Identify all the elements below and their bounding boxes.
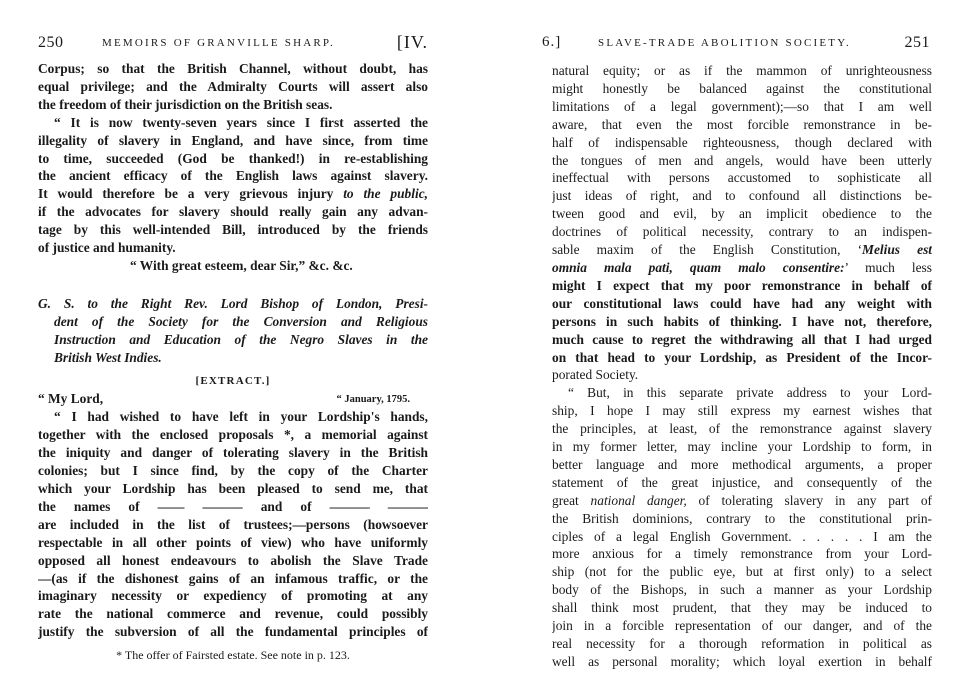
- left-body-text: [38, 60, 428, 641]
- section-marker: [IV.: [396, 32, 428, 52]
- right-page: [490, 0, 980, 700]
- text-line: of justice and humanity.: [38, 240, 176, 256]
- text-line: the iniquity and danger of tolerating slavery in the British: [38, 445, 428, 461]
- section-marker: 6.]: [542, 34, 562, 50]
- text-line: tage by this well-intended Bill, introduced by the friends: [38, 222, 428, 238]
- right-body-text: [552, 62, 932, 671]
- text-line: better language and more methodical arguments, a proper: [552, 456, 932, 472]
- text-line: which your Lordship has been pleased to send me, that: [38, 481, 428, 497]
- heading-line: British West Indies.: [54, 349, 162, 365]
- text-line: real necessity for a thorough reformation in political as: [552, 636, 932, 651]
- heading-line: dent of the Society for the Conversion and Religious: [54, 313, 428, 329]
- text-line: illegality of slavery in England, and have since, from time: [38, 132, 428, 148]
- text-line: tween good and evil, by an implicit obedience to the: [552, 206, 932, 222]
- text-line: might honestly be balanced against the constitutional: [552, 80, 932, 96]
- text-line: doctrines of political necessity, contrary to an indispen-: [552, 224, 932, 240]
- text-line: opposed all honest endeavours to abolish the Slave Trade: [38, 552, 428, 568]
- text-line: more anxious for a timely remonstrance from your Lord-: [552, 546, 932, 562]
- text-line: body of the Bishops, in such a manner as your Lordship: [552, 582, 932, 598]
- latin-maxim: omnia mala pati, quam malo consentire:: [552, 259, 845, 275]
- text-line: shall think most prudent, that they may be induced to: [552, 600, 932, 616]
- text-line: just ideas of right, and to confound all distinctions be-: [552, 188, 932, 204]
- text-line: are included in the list of trustees;—persons (howsoever: [38, 516, 428, 532]
- footnote: * The offer of Fairsted estate. See note in p. 123.: [116, 648, 350, 662]
- text-line: justify the subversion of all the fundamental principles of: [38, 624, 428, 640]
- letter-date: “ January, 1795.: [336, 394, 410, 406]
- text-line: half of indispensable righteousness, though declared with: [552, 134, 932, 150]
- text-line: equal privilege; and the Admiralty Courts will assert also: [38, 78, 428, 94]
- text-line: limitations of a legal government);—so that I am well: [552, 98, 932, 114]
- italic-emphasis: national danger,: [590, 492, 687, 508]
- text-line: ciples of a legal English Government. . . . . . I am the: [552, 528, 932, 544]
- letter-closing: “ With great esteem, dear Sir,” &c. &c.: [130, 257, 353, 273]
- text-line: respectable in all other points of view) who have uniformly: [38, 534, 428, 550]
- text-line: —(as if the dishonest gains of an infamous traffic, or the: [38, 570, 428, 586]
- text-line: imaginary necessity or expediency of promoting at any: [38, 588, 428, 604]
- text-line: ship (not for the public eye, but at first only) to a select: [552, 564, 932, 580]
- text-line: “ It is now twenty-seven years since I first asserted the: [54, 114, 428, 130]
- text-line: persons in such habits of thinking. I have not, therefore,: [552, 313, 932, 329]
- text-line: to time, succeeded (God be thanked!) in re-establishing: [38, 150, 428, 166]
- italic-emphasis: to the public,: [343, 186, 428, 202]
- text-line: ineffectual with persons accustomed to sophisticate all: [552, 170, 932, 186]
- text-line: colonies; but I since find, by the copy of the Charter: [38, 463, 428, 479]
- text-line: our constitutional laws could have had any weight with: [552, 295, 932, 311]
- extract-label: [EXTRACT.]: [195, 374, 271, 387]
- text-line: Corpus; so that the British Channel, without doubt, has: [38, 61, 428, 76]
- text-line: the principles, at least, of the remonstrance against slavery: [552, 421, 932, 437]
- running-head: SLAVE-TRADE ABOLITION SOCIETY.: [598, 37, 851, 49]
- text-line: “ But, in this separate private address to your Lord-: [568, 385, 932, 401]
- page-number: 250: [38, 34, 64, 51]
- heading-line: Instruction and Education of the Negro Slaves in the: [54, 331, 428, 347]
- text-line: well as personal morality; which loyal exertion in behalf: [552, 653, 932, 669]
- salutation-row: [38, 390, 428, 408]
- text-line: statement of the great injustice, and consequently of the: [552, 474, 932, 490]
- page-number: 251: [904, 34, 930, 51]
- text-line: in my former letter, may incline your Lordship to form, in: [552, 439, 932, 455]
- text-line: great national danger, of tolerating slavery in any part of: [552, 492, 932, 508]
- text-line: the British dominions, contrary to the constitutional prin-: [552, 510, 932, 526]
- text-line: the tongues of men and angels, would have been utterly: [552, 152, 932, 168]
- text-line: sable maxim of the English Constitution, ‘Melius est: [552, 242, 932, 258]
- right-page-header: [542, 34, 930, 54]
- text-line: “ I had wished to have left in your Lordship's hands,: [54, 409, 428, 425]
- text-line: It would therefore be a very grievous injury to the public,: [38, 186, 428, 202]
- text-line: might I expect that my poor remonstrance in behalf of: [552, 277, 932, 293]
- text-line: on that head to your Lordship, as President of the Incor-: [552, 349, 932, 365]
- text-line: natural equity; or as if the mammon of unrighteousness: [552, 63, 932, 78]
- text-line: much cause to regret the withdrawing all that I had urged: [552, 331, 932, 347]
- text-line: porated Society.: [552, 367, 639, 383]
- letter-heading: [38, 295, 428, 367]
- text-line: omnia mala pati, quam malo consentire:’ much less: [552, 259, 932, 275]
- text-line: ship, I hope I may still express my earnest wishes that: [552, 403, 932, 419]
- text-line: the freedom of their jurisdiction on the British seas.: [38, 96, 333, 112]
- salutation: “ My Lord,: [38, 391, 104, 407]
- latin-maxim: Melius est: [862, 242, 932, 258]
- text-line: rate the national commerce and revenue, could possibly: [38, 606, 428, 622]
- text-line: the names of —— ——— and of ——— ———: [38, 498, 428, 514]
- text-line: if the advocates for slavery should really gain any advan-: [38, 204, 428, 220]
- heading-line: G. S. to the Right Rev. Lord Bishop of London, Presi-: [38, 295, 428, 311]
- left-page-header: [38, 34, 428, 54]
- text-line: join in a forcible representation of our danger, and of the: [552, 618, 932, 634]
- text-line: aware, that even the most forcible remonstrance in be-: [552, 116, 932, 132]
- text-line: together with the enclosed proposals *, a memorial against: [38, 427, 428, 443]
- running-head: MEMOIRS OF GRANVILLE SHARP.: [102, 37, 335, 49]
- text-line: the ancient efficacy of the English laws against slavery.: [38, 168, 428, 184]
